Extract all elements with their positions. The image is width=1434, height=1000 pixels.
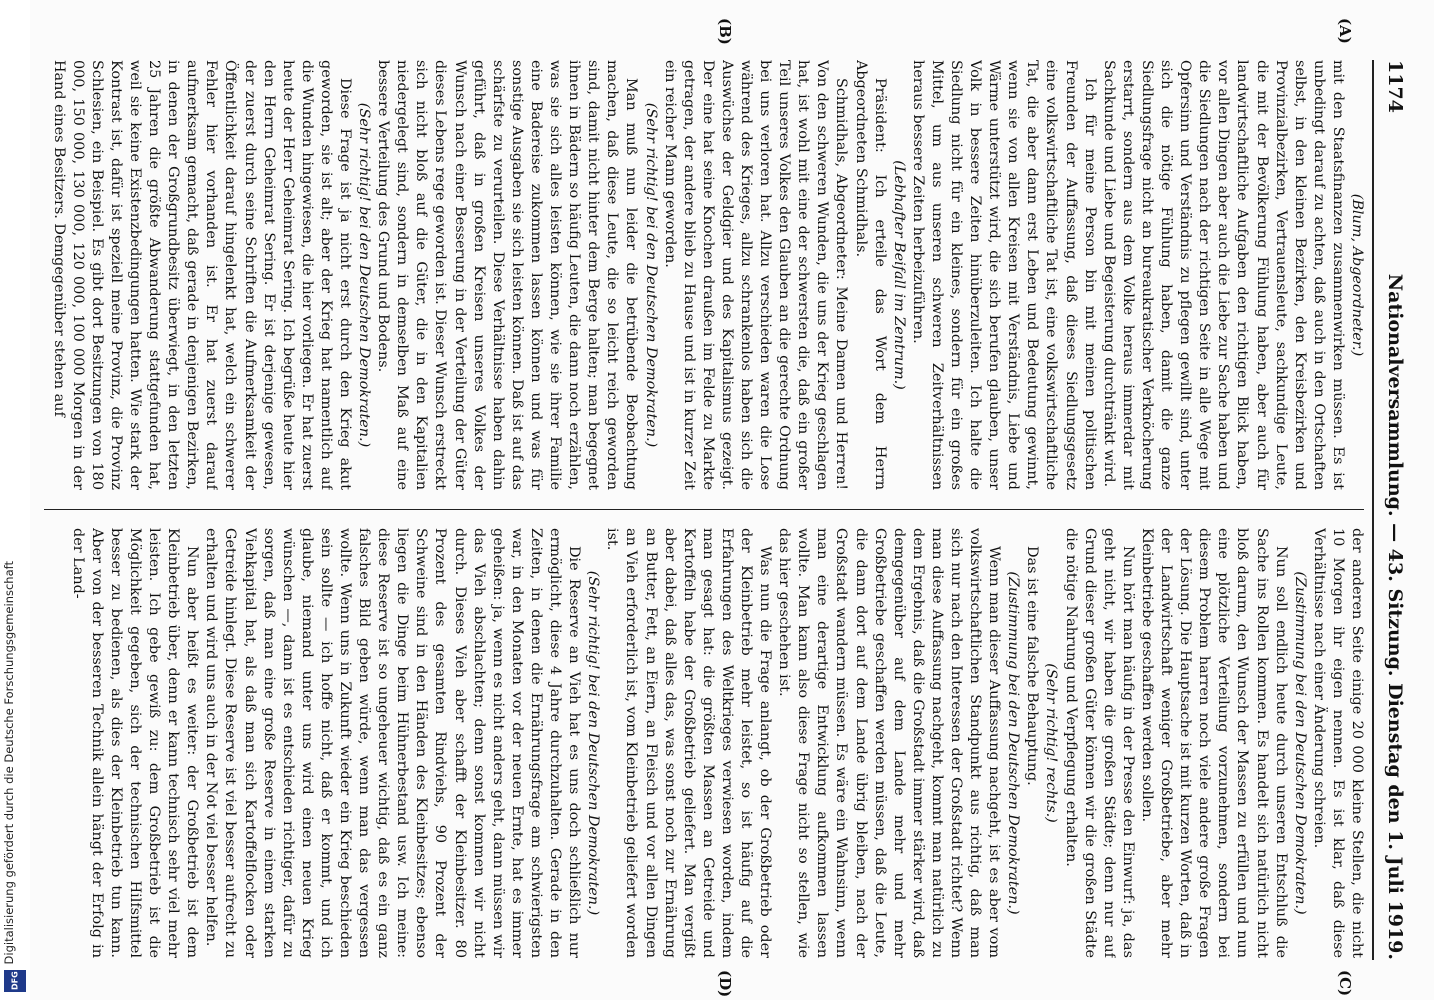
dfg-logo: DFG (4, 970, 26, 992)
paragraph: Die Reserve an Vieh hat es uns doch schließlich nur ermöglicht, diese 4 Jahre durchzuhalten. Gerade in den Zeiten, in denen die Ernährungsfrage am schwierigsten war, in den Monaten vor der neuen Ernte, hat es immer geheißen: ja, wenn es nicht anders geht, dann müssen wir das Vieh abschlachten; denn sonst kommen wir nicht durch. Dieses Vieh aber schafft der Kleinbesitzer. 80 Prozent des gesamten Rindviehs, 90 Prozent der Schweine sind in den Händen des Kleinbesitzes; ebenso liegen die Dinge beim Hühnerbestand usw. Ich meine: diese Reserve ist so ungeheuer wichtig, daß es ein ganz falsches Bild geben würde, wenn man das vergessen wollte. Wenn uns in Zukunft wieder ein Krieg beschieden sein sollte — ich hoffe nicht, daß er kommt, und ich glaube, niemand unter uns wird einen neuen Krieg wünschen —, dann ist es entschieden richtiger, dafür zu sorgen, daß man eine große Reserve in einem starken Viehkapital hat, als daß man sich Kartoffelflocken oder Getreide hinlegt. Diese Reserve ist viel besser aufrecht zu erhalten und wird uns auch in der Not viel besser helfen. (203, 528, 583, 958)
paragraph: Nun soll endlich heute durch unseren Entschluß die Sache ins Rollen kommen. Es handelt sich natürlich nicht bloß darum, den Wunsch der Massen zu erfüllen und nun eine plötzliche Verteilung vorzunehmen, sondern bei diesem Problem harren noch viele andere große Fragen der Lösung. Die Hauptsache ist mit kurzen Worten, daß in der Landwirtschaft weniger Großbetriebe, aber mehr Kleinbetriebe geschaffen werden sollen. (1138, 528, 1289, 958)
interjection: (Lebhafter Beifall im Zentrum.) (890, 160, 907, 390)
margin-marker-c: (C) (1336, 970, 1354, 997)
page-number: 1174 (1384, 60, 1406, 113)
interjection: (Sehr richtig! bei den Deutschen Demokraten.) (585, 570, 602, 916)
margin-marker-b: (B) (716, 18, 734, 45)
paragraph: Schmidhals, Abgeordneter: Meine Damen und Herren! Von den schweren Wunden, die uns der Krieg geschlagen hat, ist wohl mit eine der schwersten die, daß ein großer Teil unseres Volkes den Glauben an die gerechte Ordnung bei uns verloren hat. Allzu verschieden waren die Lose während des Krieges, allzu schrankenlos haben sich die Auswüchse der Geldgier und des Kapitalismus gezeigt. Der eine hat seine Knochen draußen im Felde zu Markte getragen, der andere blieb zu Hause und ist in kurzer Zeit ein reicher Mann geworden. (661, 60, 850, 490)
paragraph: Nun hört man häufig in der Presse den Einwurf: ja, das geht nicht, wir haben die großen Städte; denn nur auf Grund dieser großen Güter können wir die großen Städte die nötige Nahrung und Verpflegung erhalten. (1062, 528, 1136, 958)
page-body (30, 18, 1434, 998)
paragraph: Was nun die Frage anlangt, ob der Großbetrieb oder der Kleinbetrieb mehr leistet, so ist häufig auf die Erfahrungen des Weltkrieges verwiesen worden, indem man gesagt hat: die größten Massen an Getreide und Kartoffeln habe der Großbetrieb geliefert. Man vergißt aber dabei, daß alles das, was sonst noch zur Ernährung an Butter, Fett, an Eiern, an Fleisch und vor allen Dingen an Vieh erforderlich ist, vom Kleinbetrieb geliefert worden ist. (604, 528, 774, 958)
digitization-footer (0, 0, 30, 1000)
interjection: (Zustimmung bei den Deutschen Demokraten.) (1005, 571, 1022, 915)
paragraph: Wenn man dieser Auffassung nachgeht, ist es aber vom volkswirtschaftlichen Standpunkt aus richtig, daß man sich nur nach den Interessen der Großstadt richtet? Wenn man diese Auffassung nachgeht, kommt man natürlich zu dem Ergebnis, daß die Großstadt immer stärker wird, daß demgegenüber auf dem Lande mehr und mehr Großbetriebe geschaffen werden müssen, daß die Leute, die dann dort auf dem Lande übrig bleiben, nach der Großstadt wandern müssen. Es wäre ein Wahnsinn, wenn man eine derartige Entwicklung aufkommen lassen wollte. Man kann also diese Frage nicht so stellen, wie das hier geschehen ist. (776, 528, 1003, 958)
paragraph: Ich für meine Person bin mit meinen politischen Freunden der Auffassung, daß dieses Siedlungsgesetz eine volkswirtschaftliche Tat ist, eine volkswirtschaftliche Tat, die aber dann erst Leben und Bedeutung gewinnt, wenn sie von allen Kreisen mit Verständnis, Liebe und Wärme unterstützt wird, die sich berufen glauben, unser Volk in bessere Zeiten hinüberzuleiten. Ich halte die Siedlung nicht für ein kleines, sondern für ein großes Mittel, um aus unseren schweren Zeitverhältnissen heraus bessere Zeiten herbeizuführen. (909, 60, 1098, 490)
margin-marker-a: (A) (1336, 18, 1354, 44)
digitization-note: Digitalisierung gefördert durch die Deutsche Forschungsgemeinschaft (2, 560, 16, 964)
interjection: (Sehr richtig! bei den Deutschen Demokraten.) (642, 102, 659, 448)
scanned-page (30, 0, 1434, 1000)
column-divider (44, 509, 1364, 510)
paragraph: der anderen Seite einige 20 000 kleine Stellen, die nicht 10 Morgen ihr eigen nennen. Es ist klar, daß diese Verhältnisse nach einer Änderung schreien. (1310, 528, 1365, 958)
right-column (41, 528, 1366, 958)
speaker-heading: (Blum, Abgeordneter.) (1349, 193, 1365, 357)
interjection: (Sehr richtig! bei den Deutschen Demokraten.) (356, 102, 373, 448)
margin-marker-d: (D) (716, 970, 734, 998)
header-rule (1372, 60, 1374, 960)
paragraph: Nun aber heißt es weiter: der Großbetrieb ist dem Kleinbetrieb über, denn er kann technisch sehr viel mehr leisten. Ich gebe gewiß zu: dem Großbetrieb ist die Möglichkeit gegeben, sich der technischen Hilfsmittel besser zu bedienen, als dies der Kleinbetrieb tun kann. Aber von der besseren Technik allein hängt der Erfolg in der Land- (69, 528, 201, 958)
paragraph: Präsident: Ich erteile das Wort dem Herrn Abgeordneten Schmidhals. (852, 60, 888, 490)
running-head (1378, 60, 1412, 960)
paragraph: Diese Frage ist ja nicht erst durch den Krieg akut geworden, sie ist alt; aber der Krieg hat namentlich auf die Wunden hingewiesen, die hier vorliegen. Er hat zuerst heute der Herr Geheimrat Sering. Ich begrüße heute hier den Herrn Geheimrat Sering. Er ist derjenige gewesen, der zuerst durch seine Schriften die Aufmerksamkeit der Öffentlichkeit darauf hingelenkt hat, welch ein schwerer Fehler hier vorhanden ist. Er hat zuerst darauf aufmerksam gemacht, daß gerade in denjenigen Bezirken, in denen der Großgrundbesitz überwiegt, in den letzten 25 Jahren die größte Abwanderung stattgefunden hat, weil sie keine Existenzbedingungen hatten. Wie stark der Kontrast ist, dafür ist speziell meine Provinz, die Provinz Schlesien, ein Beispiel. Es gibt dort Besitzungen von 180 000, 150 000, 130 000, 120 000, 100 000 Morgen in der Hand eines Besitzers. Demgegenüber stehen auf (50, 60, 354, 490)
page-title: Nationalversammlung. — 43. Sitzung. Dienstag den 1. Juli 1919. (1384, 273, 1406, 960)
paragraph: Man muß nun leider die betrübende Beobachtung machen, daß diese Leute, die so leicht reich geworden sind, damit nicht hinter dem Berge halten; man begegnet ihnen in Bädern so häufig Leuten, die dann noch erzählen, was sie sich alles leisten können, wie sie ihrer Familie eine Badereise zukommen lassen können und was für sonstige Ausgaben sie sich leisten können. Daß ist auf das schärfste zu verurteilen. Diese Verhältnisse haben dahin geführt, daß in großen Kreisen unseres Volkes der Wunsch nach einer Besserung in der Verteilung der Güter dieses Lebens rege geworden ist. Dieser Wunsch erstreckt sich nicht bloß auf die Güter, die in den Kapitalien niedergelegt sind, sondern in demselben Maß auf eine bessere Verteilung des Grund und Bodens. (375, 60, 640, 490)
interjection: (Zustimmung bei den Deutschen Demokraten.) (1291, 571, 1308, 915)
interjection: (Sehr richtig! rechts.) (1043, 663, 1060, 823)
paragraph: Das ist eine falsche Behauptung. (1024, 546, 1041, 786)
paragraph: mit den Staatsfinanzen zusammenwirken müssen. Es ist unbedingt darauf zu achten, daß auch in den Ortschaften selbst, in den kleinen Bezirken, den Kreisbezirken und Provinzialbezirken, Vertrauensleute, sachkundige Leute, die mit der Bevölkerung Fühlung haben, aber auch für landwirtschaftliche Aufgaben den richtigen Blick haben, vor allen Dingen aber auch die Liebe zur Sache haben und die Siedlungen nach der richtigen Seite in alle Wege mit Opfersinn und Verständnis zu pflegen gewillt sind, unter sich die nötige Fühlung haben, damit die ganze Siedlungsfrage nicht an bureaukratischer Verknöcherung erstarrt, sondern aus dem Volke heraus immerdar mit Sachkunde und Liebe und Begeisterung durchtränkt wird. (1100, 60, 1346, 490)
left-column (41, 60, 1366, 490)
